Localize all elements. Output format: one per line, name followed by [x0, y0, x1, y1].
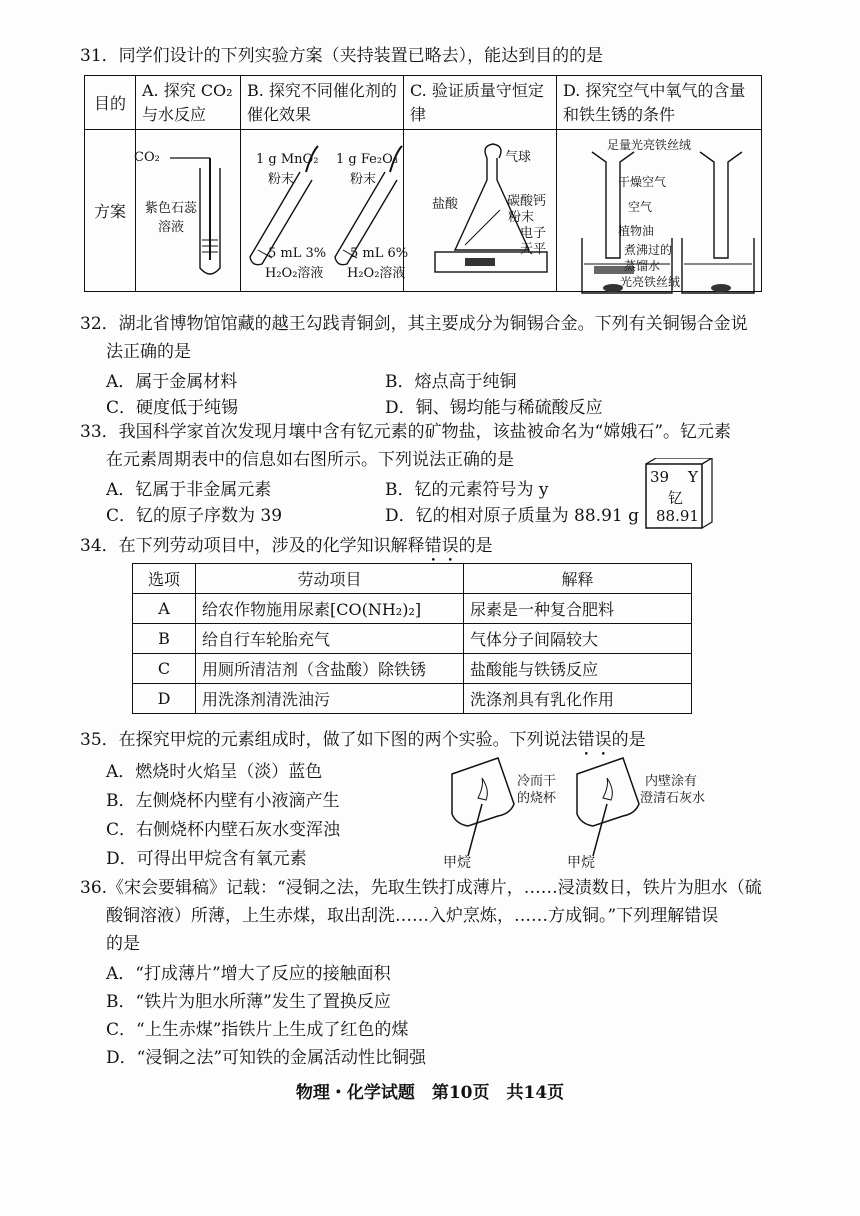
q31-goal-b: B. 探究不同催化剂的催化效果: [241, 76, 404, 130]
q33-stem-2: 在元素周期表中的信息如右图所示。下列说法正确的是: [106, 450, 514, 470]
q31-b-label-7: H₂O₂溶液: [347, 266, 406, 281]
q35-option-a: A．燃烧时火焰呈（淡）蓝色: [106, 762, 323, 782]
q31-b-label-3: 粉末: [350, 172, 377, 187]
q31-goal-c: C. 验证质量守恒定律: [404, 76, 557, 130]
q34-header-task: 劳动项目: [196, 564, 464, 594]
table-row-option: C: [133, 654, 196, 684]
table-row-task: 用洗涤剂清洗油污: [196, 684, 464, 714]
q35-stem: [80, 726, 646, 760]
q36-option-d: D．“浸铜之法”可知铁的金属活动性比铜强: [106, 1048, 427, 1068]
table-row-explain: 洗涤剂具有乳化作用: [464, 684, 692, 714]
q31-b-label-4: 5 mL 3%: [268, 246, 327, 261]
q33-stem-1: 33．我国科学家首次发现月壤中含有钇元素的矿物盐，该盐被命名为“嫦娥石”。钇元素: [80, 422, 732, 442]
q31-d-label-0: 足量光亮铁丝绒: [607, 138, 692, 152]
q34-stem-emphasis: 错误: [424, 536, 459, 556]
q31-a-label-co2: CO₂: [134, 150, 160, 165]
q32-option-a: A．属于金属材料: [106, 372, 238, 392]
element-symbol: Y: [688, 468, 698, 486]
q35-option-b: B．左侧烧杯内壁有小液滴产生: [106, 791, 340, 811]
q31-c-label-1: 盐酸: [432, 197, 459, 212]
table-row-task: 用厕所清洁剂（含盐酸）除铁锈: [196, 654, 464, 684]
q36-stem-3: 的是: [106, 934, 140, 954]
q31-b-label-2: 1 g Fe₂O₃: [336, 152, 398, 167]
table-row-option: D: [133, 684, 196, 714]
table-row-explain: 盐酸能与铁锈反应: [464, 654, 692, 684]
q36-option-a: A．“打成薄片”增大了反应的接触面积: [106, 964, 391, 984]
table-row-explain: 尿素是一种复合肥料: [464, 594, 692, 624]
q36-option-b: B．“铁片为胆水所薄”发生了置换反应: [106, 992, 391, 1012]
q35-fig-label-3: 澄清石灰水: [640, 791, 706, 806]
q34-stem-post: 的是: [458, 536, 493, 556]
q32-option-d: D．铜、锡均能与稀硫酸反应: [385, 398, 603, 418]
q31-a-label-2: 溶液: [158, 220, 185, 235]
q31-plan-header: 方案: [85, 130, 136, 292]
q36-stem-1: 36.《宋会要辑稿》记载：“浸铜之法，先取生铁打成薄片，……浸渍数日，铁片为胆水（硫: [80, 878, 762, 898]
table-row-option: B: [133, 624, 196, 654]
q31-c-label-0: 气球: [505, 150, 532, 165]
q35-fig-label-5: 甲烷: [567, 855, 595, 871]
q35-option-d: D．可得出甲烷含有氧元素: [106, 849, 307, 869]
q35-fig-label-0: 冷而干: [517, 774, 557, 789]
q35-option-c: C．右侧烧杯内壁石灰水变浑浊: [106, 820, 341, 840]
q31-c-label-2: 碳酸钙: [507, 194, 547, 209]
q36-option-c: C．“上生赤煤”指铁片上生成了红色的煤: [106, 1020, 409, 1040]
q32-option-b: B．熔点高于纯铜: [385, 372, 517, 392]
table-row-task: 给农作物施用尿素[CO(NH₂)₂]: [196, 594, 464, 624]
q36-stem-2: 酸铜溶液）所薄，上生赤煤，取出刮洗……入炉烹炼，……方成铜。”下列理解错误: [106, 906, 719, 926]
q35-fig-label-2: 内壁涂有: [645, 774, 698, 789]
q32-stem-2: 法正确的是: [106, 342, 191, 362]
element-mass: 88.91: [656, 507, 699, 525]
q31-d-label-2: 空气: [628, 200, 653, 214]
q31-goal-header: 目的: [85, 76, 136, 130]
element-number: 39: [650, 468, 670, 486]
q31-stem: 31．同学们设计的下列实验方案（夹持装置已略去），能达到目的的是: [80, 46, 604, 66]
q34-header-option: 选项: [133, 564, 196, 594]
q33-option-d: D．钇的相对原子质量为 88.91 g: [385, 506, 639, 526]
q31-c-label-5: 天平: [520, 242, 547, 257]
q34-stem: [80, 532, 493, 566]
q32-stem-1: 32．湖北省博物馆馆藏的越王勾践青铜剑，其主要成分为铜锡合金。下列有关铜锡合金说: [80, 314, 748, 334]
q31-c-label-4: 电子: [520, 226, 547, 241]
q31-b-label-5: H₂O₂溶液: [265, 266, 324, 281]
q32-option-c: C．硬度低于纯锡: [106, 398, 239, 418]
q31-b-label-1: 粉末: [268, 172, 295, 187]
q31-goal-a: A. 探究 CO₂ 与水反应: [136, 76, 241, 130]
q31-a-label-1: 紫色石蕊: [145, 201, 198, 216]
q35-stem-pre: 35．在探究甲烷的元素组成时，做了如下图的两个实验。下列说法: [80, 730, 578, 750]
q34-stem-pre: 34．在下列劳动项目中，涉及的化学知识解释: [80, 536, 425, 556]
q33-option-a: A．钇属于非金属元素: [106, 480, 272, 500]
q33-option-b: B．钇的元素符号为 y: [385, 480, 549, 500]
table-row-option: A: [133, 594, 196, 624]
q31-goal-d: D. 探究空气中氧气的含量和铁生锈的条件: [557, 76, 762, 130]
q33-option-c: C．钇的原子序数为 39: [106, 506, 283, 526]
table-row-task: 给自行车轮胎充气: [196, 624, 464, 654]
table-row-explain: 气体分子间隔较大: [464, 624, 692, 654]
q35-fig-label-4: 甲烷: [443, 855, 471, 871]
q31-d-label-5: 蒸馏水: [624, 259, 661, 273]
q31-d-label-1: 干燥空气: [618, 175, 667, 189]
q34-table: [132, 563, 692, 714]
q31-b-label-6: 5 mL 6%: [350, 246, 409, 261]
q31-c-label-3: 粉末: [508, 210, 535, 225]
q34-header-explain: 解释: [464, 564, 692, 594]
q35-fig-label-1: 的烧杯: [517, 791, 557, 806]
q31-d-label-3: 植物油: [618, 224, 655, 238]
page-footer: 物理・化学试题 第10页 共14页: [295, 1083, 565, 1103]
q31-c-apparatus: [425, 140, 565, 290]
q31-d-label-6: 光亮铁丝绒: [620, 275, 681, 289]
q35-stem-emphasis: 错误: [577, 730, 612, 750]
q31-b-label-0: 1 g MnO₂: [256, 152, 319, 167]
q35-stem-post: 的是: [611, 730, 646, 750]
q31-d-label-4: 煮沸过的: [624, 243, 673, 257]
element-name: 钇: [668, 489, 684, 507]
